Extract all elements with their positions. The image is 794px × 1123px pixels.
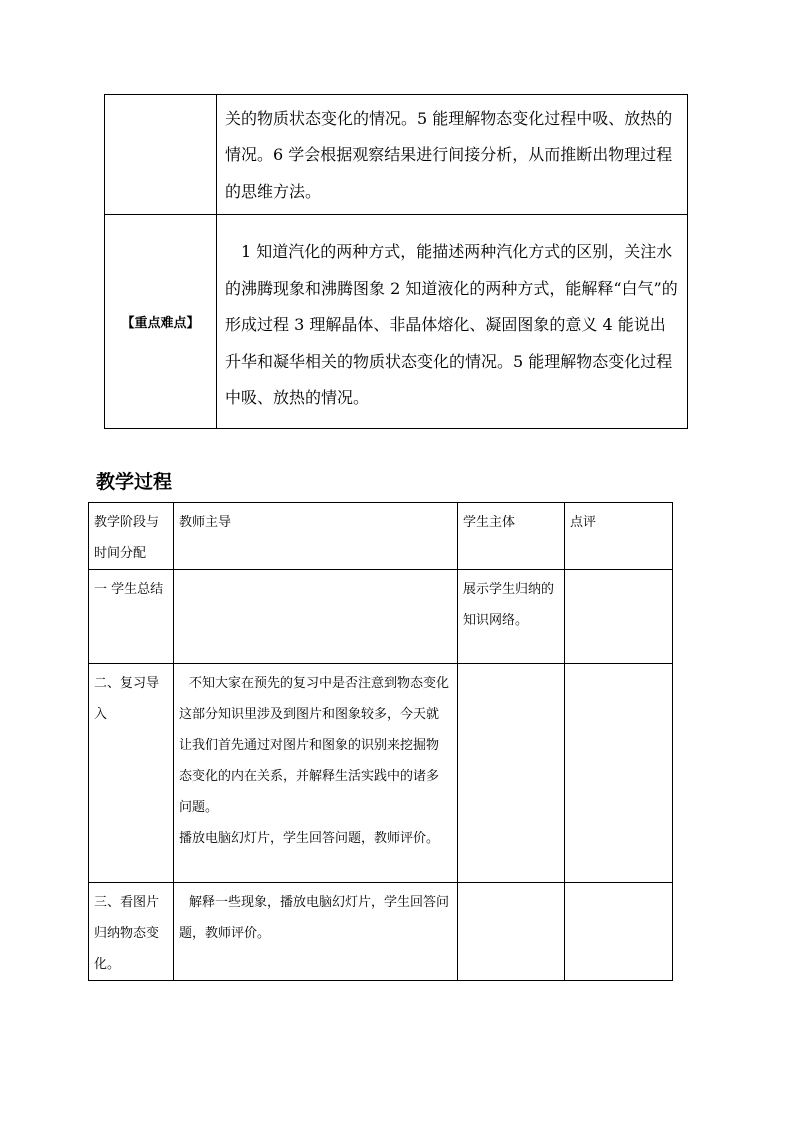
teacher-cell (174, 664, 458, 883)
comment-cell (565, 664, 673, 883)
key-points-label: 【重点难点】 (105, 215, 217, 429)
header-teacher: 教师主导 (174, 503, 458, 570)
objectives-row (105, 95, 688, 215)
teacher-paragraph: 解释一些现象，播放电脑幻灯片，学生回答问题，教师评价。 (179, 895, 450, 941)
header-student: 学生主体 (458, 503, 565, 570)
teacher-cell (174, 570, 458, 664)
header-comment: 点评 (565, 503, 673, 570)
student-cell: 展示学生归纳的知识网络。 (458, 570, 565, 664)
section-title: 教学过程 (96, 471, 173, 493)
table-row (89, 883, 673, 981)
teacher-paragraph: 不知大家在预先的复习中是否注意到物态变化这部分知识里涉及到图片和图象较多，今天就让我们首先通过对图片和图象的识别来挖掘物态变化的内在关系，并解释生活实践中的诸多问题。 (179, 676, 450, 815)
table-row (89, 664, 673, 883)
header-stage: 教学阶段与时间分配 (89, 503, 174, 570)
key-points-text: 1 知道汽化的两种方式，能描述两种汽化方式的区别，关注水的沸腾现象和沸腾图象 2 知道液化的两种方式，能解释“白气”的形成过程 3 理解晶体、非晶体熔化、凝固图象的意义 4 能说出升华和凝华相关的物质状态变化的情况。5 能理解物态变化过程中吸、放热的情况。 (217, 215, 688, 429)
student-cell (458, 664, 565, 883)
comment-cell (565, 570, 673, 664)
objectives-table (104, 94, 688, 429)
stage-cell: 三、看图片归纳物态变化。 (89, 883, 174, 981)
student-cell (458, 883, 565, 981)
comment-cell (565, 883, 673, 981)
stage-cell: 二、复习导入 (89, 664, 174, 883)
objectives-row-label (105, 95, 217, 215)
teaching-process-table (88, 502, 673, 981)
table-header-row (89, 503, 673, 570)
objectives-row-text: 关的物质状态变化的情况。5 能理解物态变化过程中吸、放热的情况。6 学会根据观察结果进行间接分析，从而推断出物理过程的思维方法。 (217, 95, 688, 215)
stage-cell: 一 学生总结 (89, 570, 174, 664)
table-row (89, 570, 673, 664)
teacher-cell (174, 883, 458, 981)
teacher-paragraph: 播放电脑幻灯片，学生回答问题，教师评价。 (179, 831, 440, 846)
key-points-row (105, 215, 688, 429)
